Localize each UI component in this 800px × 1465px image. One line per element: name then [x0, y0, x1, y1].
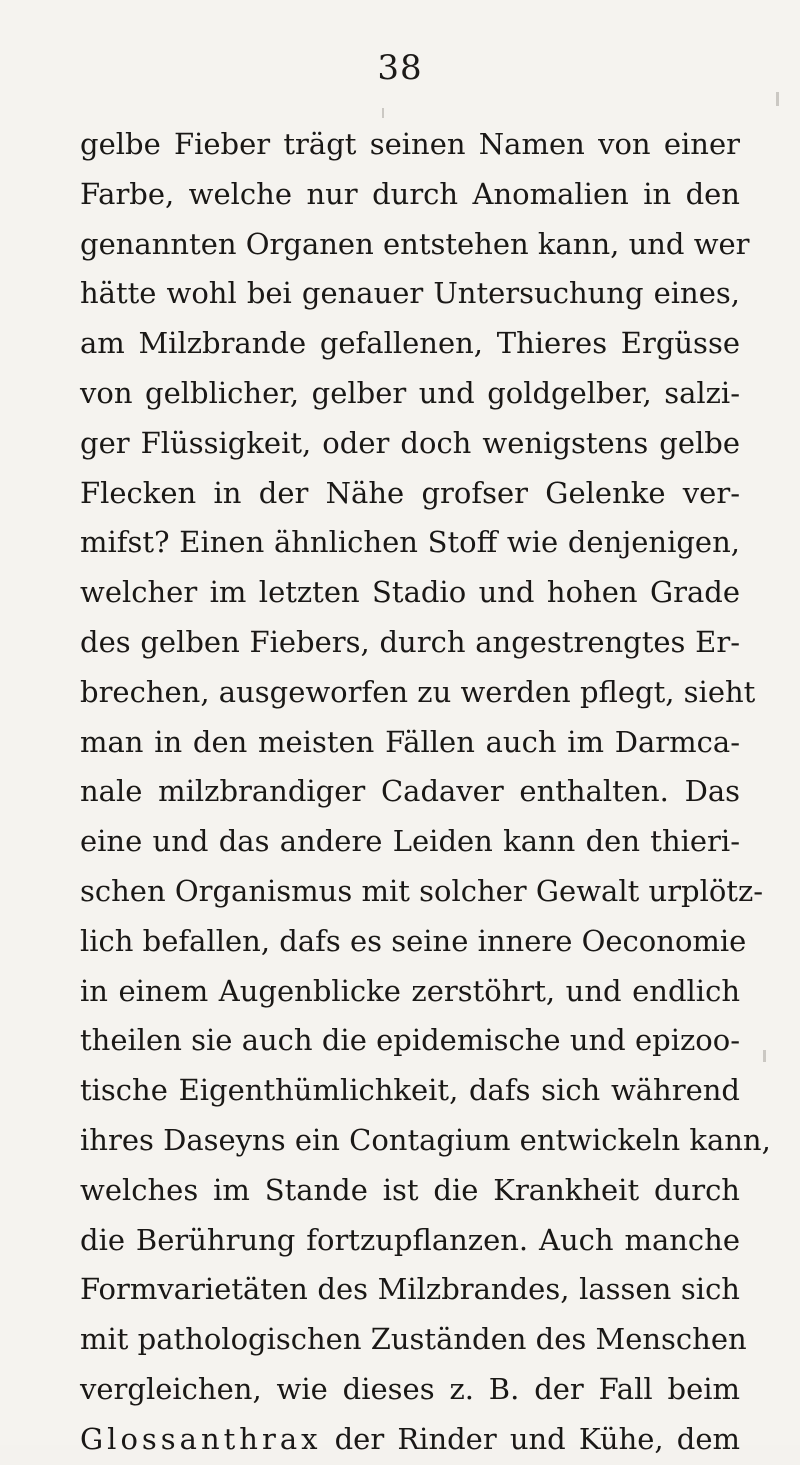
text-line: theilen sie auch die epidemische und epizoo- — [80, 1023, 740, 1058]
text-line: schen Organismus mit solcher Gewalt urplötz- — [80, 873, 764, 908]
text-line: eine und das andere Leiden kann den thieri- — [80, 824, 740, 859]
text-line: mifst? Einen ähnlichen Stoff wie denjenigen, — [80, 525, 740, 560]
text-line: nale milzbrandiger Cadaver enthalten. Das — [80, 774, 740, 809]
text-line: welcher im letzten Stadio und hohen Grade — [80, 575, 740, 610]
text-line-rest: der Rinder und Kühe, dem — [321, 1421, 740, 1456]
page-number: 38 — [377, 48, 423, 88]
text-line: Flecken in der Nähe grofser Gelenke ver- — [80, 475, 740, 510]
text-line: ger Flüssigkeit, oder doch wenigstens gelbe — [80, 425, 740, 460]
text-line: Formvarietäten des Milzbrandes, lassen sich — [80, 1272, 740, 1307]
print-speck — [776, 92, 779, 106]
text-line: ihres Daseyns ein Contagium entwickeln kann, — [80, 1122, 771, 1157]
text-line: die Berührung fortzupflanzen. Auch manche — [80, 1222, 740, 1257]
text-line-last — [80, 1415, 740, 1465]
text-line: Farbe, welche nur durch Anomalien in den — [80, 176, 740, 211]
text-line: welches im Stande ist die Krankheit durch — [80, 1172, 740, 1207]
text-line: brechen, ausgeworfen zu werden pflegt, sieht — [80, 674, 756, 709]
text-line: lich befallen, dafs es seine innere Oeconomie — [80, 923, 747, 958]
text-line: in einem Augenblicke zerstöhrt, und endlich — [80, 973, 740, 1008]
text-line: tische Eigenthümlichkeit, dafs sich während — [80, 1073, 740, 1108]
text-line: genannten Organen entstehen kann, und wer — [80, 226, 750, 261]
text-line: des gelben Fiebers, durch angestrengtes Er- — [80, 624, 740, 659]
print-speck — [382, 108, 384, 118]
text-line: mit pathologischen Zuständen des Menschen — [80, 1322, 747, 1357]
text-line: gelbe Fieber trägt seinen Namen von einer — [80, 127, 740, 161]
print-speck — [763, 1050, 766, 1062]
body-text — [80, 120, 771, 1465]
text-line: am Milzbrande gefallenen, Thieres Ergüsse — [80, 326, 740, 361]
text-line: von gelblicher, gelber und goldgelber, salzi- — [80, 375, 740, 410]
text-line: man in den meisten Fällen auch im Darmca- — [80, 724, 740, 759]
text-line: vergleichen, wie dieses z. B. der Fall beim — [80, 1371, 740, 1406]
text-line: hätte wohl bei genauer Untersuchung eines, — [80, 276, 740, 311]
emphasized-term: Glossanthrax — [80, 1421, 322, 1456]
